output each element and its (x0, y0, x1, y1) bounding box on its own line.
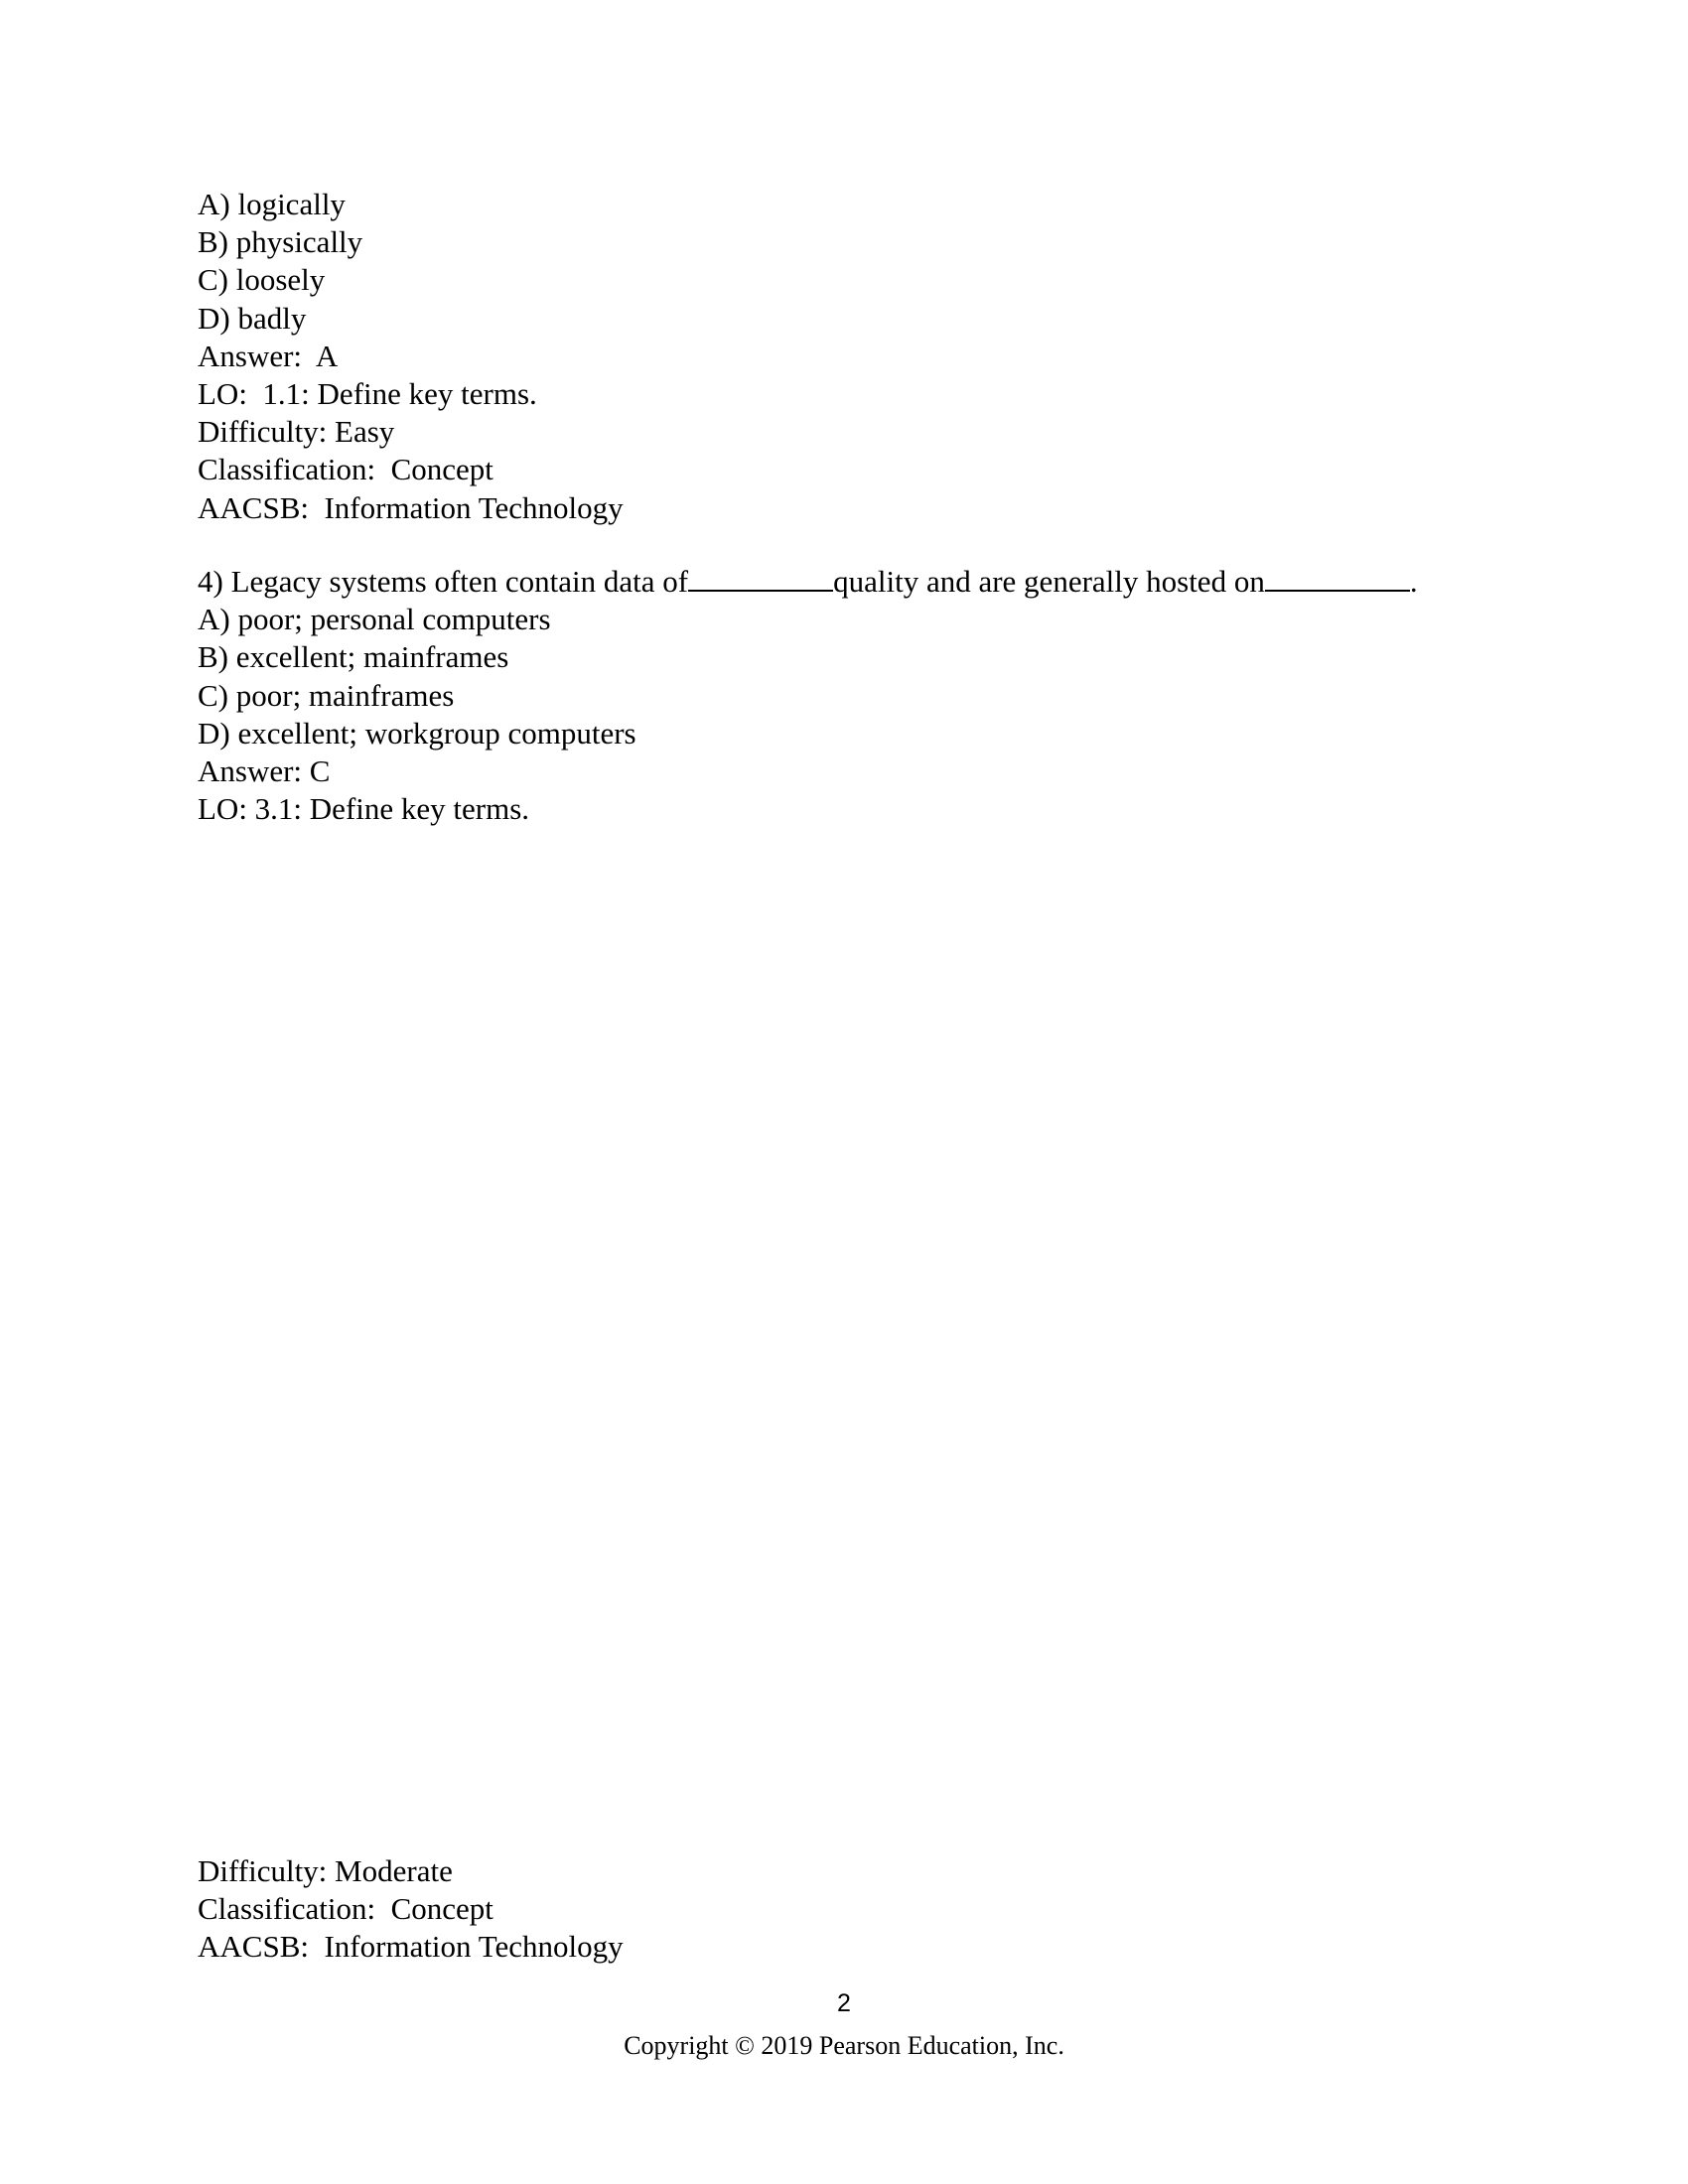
answer: Answer: C (198, 753, 331, 789)
option-b: B) physically (198, 224, 363, 260)
option-a: A) poor; personal computers (198, 602, 551, 637)
option-c: C) poor; mainframes (198, 677, 455, 713)
question-4-metadata (198, 1852, 624, 1967)
option-a: A) logically (198, 187, 346, 221)
difficulty: Difficulty: Easy (198, 414, 395, 450)
option-c: C) loosely (198, 262, 326, 298)
stem-end: . (1409, 564, 1418, 599)
learning-objective: LO: 3.1: Define key terms. (198, 791, 530, 827)
option-d: D) badly (198, 300, 307, 336)
question-4 (198, 563, 1418, 828)
difficulty: Difficulty: Moderate (198, 1853, 453, 1888)
stem-part-2: quality and are generally hosted on (833, 564, 1265, 599)
classification: Classification: Concept (198, 1891, 493, 1927)
option-d: D) excellent; workgroup computers (198, 715, 636, 751)
page-number: 2 (837, 1989, 851, 2017)
question-stem (198, 563, 1418, 601)
stem-part-1: 4) Legacy systems often contain data of (198, 564, 689, 599)
blank-1 (688, 566, 833, 592)
answer: Answer: A (198, 338, 339, 373)
aacsb: AACSB: Information Technology (198, 1929, 624, 1965)
copyright-notice: Copyright © 2019 Pearson Education, Inc. (624, 2031, 1064, 2060)
option-b: B) excellent; mainframes (198, 639, 509, 675)
learning-objective: LO: 1.1: Define key terms. (198, 376, 537, 412)
aacsb: AACSB: Information Technology (198, 489, 624, 525)
blank-2 (1265, 566, 1410, 592)
question-3-continued (198, 186, 624, 527)
classification: Classification: Concept (198, 452, 493, 487)
